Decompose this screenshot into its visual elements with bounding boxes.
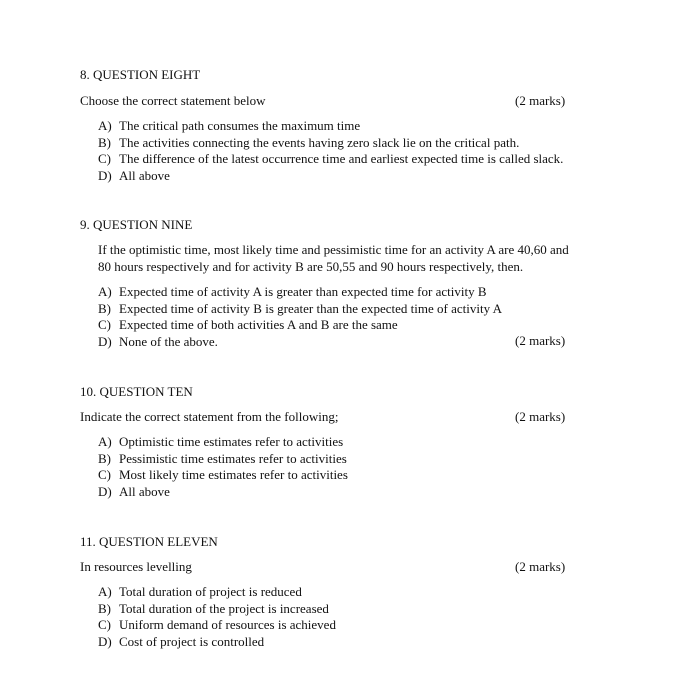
option-a: A) The critical path consumes the maximum time bbox=[98, 118, 361, 133]
option-b: B) The activities connecting the events having zero slack lie on the critical path. bbox=[98, 134, 520, 150]
option-b: B) Total duration of the project is increased bbox=[98, 600, 329, 616]
options-list bbox=[98, 434, 348, 500]
question-title: 11. QUESTION ELEVEN bbox=[80, 534, 218, 549]
option-d: D) None of the above. bbox=[98, 333, 218, 349]
prompt-line-1: If the optimistic time, most likely time and pessimistic time for an activity A are 40,60 and bbox=[98, 242, 569, 257]
prompt-line-2: 80 hours respectively and for activity B are 50,55 and 90 hours respectively, then. bbox=[98, 258, 524, 274]
option-b: B) Expected time of activity B is greater than the expected time of activity A bbox=[98, 300, 503, 316]
question-title: 9. QUESTION NINE bbox=[80, 217, 193, 232]
option-a: A) Expected time of activity A is greater than expected time for activity B bbox=[98, 284, 487, 299]
marks-label: (2 marks) bbox=[515, 559, 566, 574]
option-c: C) Most likely time estimates refer to activities bbox=[98, 467, 348, 482]
marks-label: (2 marks) bbox=[515, 333, 566, 348]
marks-label: (2 marks) bbox=[515, 93, 566, 108]
option-d: D) All above bbox=[98, 167, 170, 183]
question-prompt: Indicate the correct statement from the following; bbox=[80, 409, 339, 424]
option-c: C) Uniform demand of resources is achieved bbox=[98, 617, 336, 632]
question-prompt bbox=[98, 242, 598, 275]
option-a: A) Optimistic time estimates refer to activities bbox=[98, 434, 344, 449]
options-list bbox=[98, 284, 502, 350]
options-list bbox=[98, 118, 563, 184]
option-c: C) The difference of the latest occurrence time and earliest expected time is called slack. bbox=[98, 151, 564, 166]
marks-label: (2 marks) bbox=[515, 409, 566, 424]
option-b: B) Pessimistic time estimates refer to activities bbox=[98, 450, 347, 466]
option-d: D) Cost of project is controlled bbox=[98, 633, 265, 649]
option-d: D) All above bbox=[98, 483, 170, 499]
option-a: A) Total duration of project is reduced bbox=[98, 584, 302, 599]
question-title: 8. QUESTION EIGHT bbox=[80, 67, 201, 82]
option-c: C) Expected time of both activities A and B are the same bbox=[98, 317, 398, 332]
question-title: 10. QUESTION TEN bbox=[80, 384, 193, 399]
question-prompt: Choose the correct statement below bbox=[80, 93, 266, 108]
options-list bbox=[98, 584, 336, 650]
question-prompt: In resources levelling bbox=[80, 559, 192, 574]
